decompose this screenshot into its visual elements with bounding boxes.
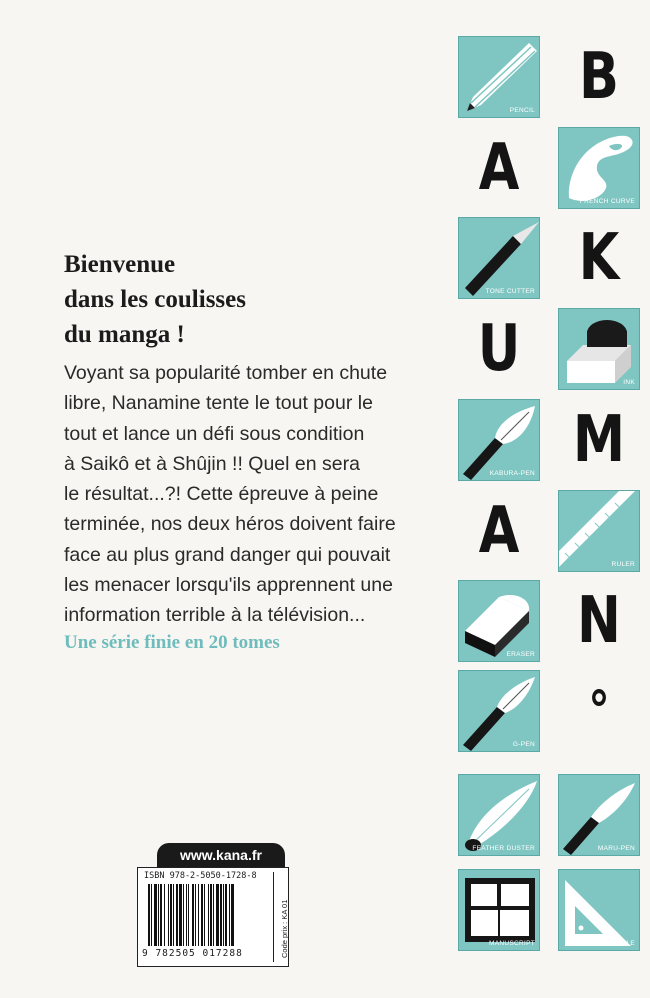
tool-label: G-PEN <box>512 741 535 748</box>
title-letter: A <box>478 131 520 205</box>
website-label: www.kana.fr <box>157 843 285 867</box>
title-letter: M <box>572 403 626 477</box>
barcode-bar <box>204 884 205 946</box>
barcode-bar <box>223 884 224 946</box>
barcode <box>148 884 260 946</box>
barcode-bar <box>220 884 222 946</box>
tool-label: INK <box>623 379 635 386</box>
tool-label: FRENCH CURVE <box>579 198 635 205</box>
tool-tile-g-pen <box>458 670 540 752</box>
headline-line: du manga ! <box>64 321 185 348</box>
barcode-bar <box>192 884 194 946</box>
tool-label: MANUSCRIPT <box>489 940 535 947</box>
tool-label: FEATHER DUSTER <box>472 845 535 852</box>
tool-label: TONE CUTTER <box>485 288 535 295</box>
synopsis-line: face au plus grand danger qui pouvait <box>64 543 391 566</box>
synopsis-line: terminée, nos deux héros doivent faire <box>64 513 396 536</box>
barcode-bar <box>154 884 157 946</box>
headline-line: dans les coulisses <box>64 286 246 313</box>
tool-label: MARU-PEN <box>597 845 635 852</box>
tool-tile-ink <box>558 308 640 390</box>
barcode-bar <box>186 884 187 946</box>
barcode-bar <box>195 884 196 946</box>
synopsis-line: à Saikô et à Shûjin !! Quel en sera <box>64 452 360 475</box>
synopsis <box>64 358 419 631</box>
barcode-digits: 9 782505 017288 <box>142 948 243 959</box>
tool-tile-tone-cutter <box>458 217 540 299</box>
barcode-bar <box>216 884 219 946</box>
barcode-bar <box>173 884 174 946</box>
title-letter: A <box>478 494 520 568</box>
price-code: Code prix : KA 01 <box>280 899 289 958</box>
title-letter: U <box>477 312 521 386</box>
synopsis-line: Voyant sa popularité tomber en chute <box>64 362 388 384</box>
barcode-bar <box>168 884 169 946</box>
tool-label: KABURA-PEN <box>489 470 535 477</box>
isbn: ISBN 978-2-5050-1728-8 <box>144 871 257 881</box>
tool-label: ERASER <box>506 651 535 658</box>
tool-tile-feather-duster <box>458 774 540 856</box>
barcode-block <box>137 840 287 965</box>
barcode-bar <box>164 884 165 946</box>
barcode-bar <box>179 884 182 946</box>
tool-tile-eraser <box>458 580 540 662</box>
title-letter: B <box>578 40 620 114</box>
barcode-bar <box>229 884 230 946</box>
barcode-bar <box>176 884 178 946</box>
barcode-bar <box>158 884 159 946</box>
barcode-bar <box>170 884 172 946</box>
tool-label: PENCIL <box>509 107 535 114</box>
price-code-strip <box>273 872 289 962</box>
title-letter: ° <box>588 681 610 741</box>
synopsis-line: tout et lance un défi sous condition <box>64 422 365 445</box>
synopsis-line: libre, Nanamine tente le tout pour le <box>64 392 373 415</box>
barcode-bar <box>183 884 184 946</box>
barcode-bar <box>225 884 227 946</box>
tool-tile-triangle <box>558 869 640 951</box>
series-note: Une série finie en 20 tomes <box>64 632 280 653</box>
headline <box>64 247 394 352</box>
barcode-bar <box>148 884 150 946</box>
barcode-frame <box>137 867 289 967</box>
tool-label: RULER <box>611 561 635 568</box>
barcode-bar <box>160 884 162 946</box>
barcode-bar <box>151 884 152 946</box>
title-letter: N <box>577 584 621 658</box>
tool-label: TRIANGLE <box>600 940 635 947</box>
headline-line: Bienvenue <box>64 251 176 278</box>
tool-tile-manuscript <box>458 869 540 951</box>
barcode-bar <box>201 884 203 946</box>
title-letter: K <box>578 221 620 295</box>
barcode-bar <box>210 884 212 946</box>
synopsis-line: le résultat...?! Cette épreuve à peine <box>64 483 379 506</box>
tool-tile-french-curve <box>558 127 640 209</box>
synopsis-line: information terrible à la télévision... <box>64 604 366 627</box>
synopsis-line: les menacer lorsqu'ils apprennent une <box>64 574 393 597</box>
barcode-bar <box>198 884 199 946</box>
barcode-bar <box>208 884 209 946</box>
tool-tile-pencil <box>458 36 540 118</box>
tool-tile-ruler <box>558 490 640 572</box>
tool-tile-kabura-pen <box>458 399 540 481</box>
barcode-bar <box>231 884 234 946</box>
barcode-bar <box>188 884 189 946</box>
barcode-bar <box>213 884 214 946</box>
tool-tile-maru-pen <box>558 774 640 856</box>
